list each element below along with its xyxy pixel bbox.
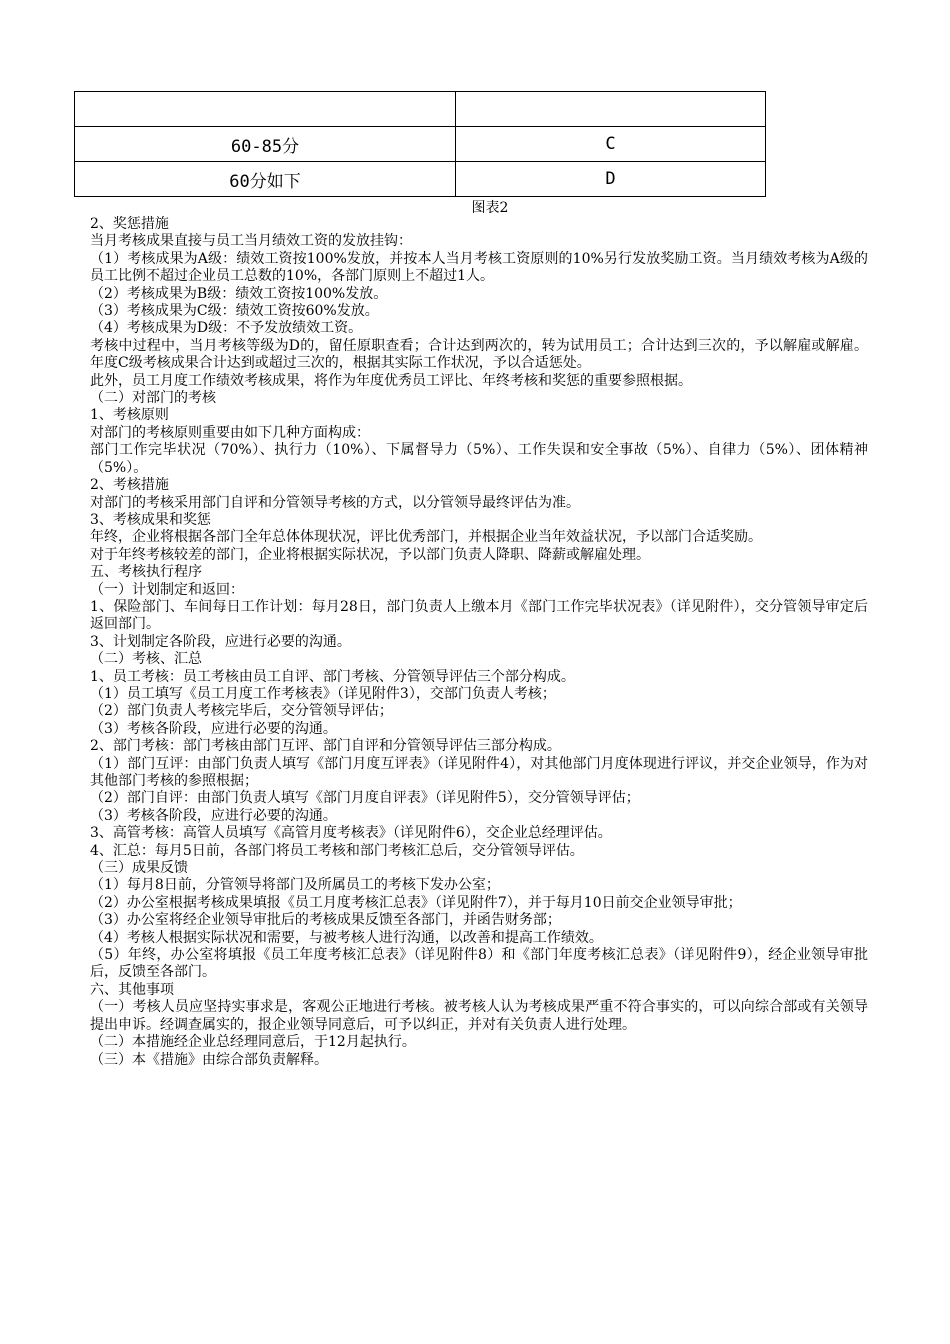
table-row: [75, 162, 766, 197]
paragraph: （4）考核人根据实际状况和需要，与被考核人进行沟通，以改善和提高工作绩效。: [90, 929, 603, 946]
grade-cell: C: [456, 127, 766, 162]
paragraph: 部门工作完毕状况（70%）、执行力（10%）、下属督导力（5%）、工作失误和安全事故（5%）、自律力（5%）、团体精神（5%）。: [90, 442, 868, 476]
paragraph: （1）考核成果为A级：绩效工资按100%发放，并按本人当月考核工资原则的10%另行发放奖励工资。当月绩效考核为A级的员工比例不超过企业员工总数的10%，各部门原则上不超过1人。: [90, 250, 868, 285]
paragraph: （3）办公室将经企业领导审批后的考核成果反馈至各部门，并函告财务部；: [90, 912, 561, 929]
paragraph: （三）成果反馈: [90, 860, 188, 877]
grade-cell: D: [456, 162, 766, 197]
paragraph: （2）部门负责人考核完毕后，交分管领导评估；: [90, 703, 393, 720]
paragraph: 对部门的考核原则重要由如下几种方面构成：: [90, 424, 370, 441]
paragraph: 3、计划制定各阶段，应进行必要的沟通。: [90, 633, 351, 650]
paragraph: 五、考核执行程序: [90, 564, 202, 581]
paragraph: （二）考核、汇总: [90, 651, 202, 668]
paragraph: （3）考核成果为C级：绩效工资按60%发放。: [90, 303, 379, 320]
paragraph: （3）考核各阶段，应进行必要的沟通。: [90, 807, 337, 824]
paragraph: （2）考核成果为B级：绩效工资按100%发放。: [90, 285, 388, 302]
paragraph: （3）考核各阶段，应进行必要的沟通。: [90, 720, 337, 737]
paragraph: （一）计划制定和返回：: [90, 581, 244, 598]
paragraph: （2）办公室根据考核成果填报《员工月度考核汇总表》（详见附件7），并于每月10日前交企业领导审批；: [90, 894, 742, 911]
document-body: [90, 216, 868, 1069]
paragraph: 2、考核措施: [90, 477, 169, 494]
paragraph: 当月考核成果直接与员工当月绩效工资的发放挂钩：: [90, 233, 412, 250]
paragraph: （1）每月8日前，分管领导将部门及所属员工的考核下发办公室；: [90, 877, 500, 894]
paragraph: 1、保险部门、车间每日工作计划：每月28日，部门负责人上缴本月《部门工作完毕状况表》（详见附件），交分管领导审定后返回部门。: [90, 598, 868, 633]
paragraph: （2）部门自评：由部门负责人填写《部门月度自评表》（详见附件5），交分管领导评估；: [90, 790, 640, 807]
paragraph: 对部门的考核采用部门自评和分管领导考核的方式，以分管领导最终评估为准。: [90, 494, 580, 511]
table-caption: 图表2: [471, 200, 509, 216]
paragraph: 3、考核成果和奖惩: [90, 511, 211, 528]
grade-table: [74, 91, 766, 197]
paragraph: 2、部门考核：部门考核由部门互评、部门自评和分管领导评估三部分构成。: [90, 738, 561, 755]
grade-cell: [456, 92, 766, 127]
paragraph: （1）员工填写《员工月度工作考核表》（详见附件3），交部门负责人考核；: [90, 685, 556, 702]
paragraph: 考核中过程中，当月考核等级为D的，留任原职查看；合计达到两次的，转为试用员工；合计达到三次的，予以解雇或解雇。年度C级考核成果合计达到或超过三次的，根据其实际工作状况，予以合适惩处。: [90, 337, 868, 372]
score-range-cell: [75, 92, 456, 127]
paragraph: 3、高管考核：高管人员填写《高管月度考核表》（详见附件6），交企业总经理评估。: [90, 825, 612, 842]
paragraph: 4、汇总：每月5日前，各部门将员工考核和部门考核汇总后，交分管领导评估。: [90, 842, 584, 859]
table-row: [75, 127, 766, 162]
paragraph: （二）本措施经企业总经理同意后，于12月起执行。: [90, 1034, 416, 1051]
paragraph: （三）本《措施》由综合部负责解释。: [90, 1051, 328, 1068]
paragraph: 1、员工考核：员工考核由员工自评、部门考核、分管领导评估三个部分构成。: [90, 668, 575, 685]
paragraph: （5）年终，办公室将填报《员工年度考核汇总表》（详见附件8）和《部门年度考核汇总表》（详见附件9），经企业领导审批后，反馈至各部门。: [90, 947, 868, 981]
paragraph: 2、奖惩措施: [90, 216, 169, 232]
paragraph: 年终，企业将根据各部门全年总体体现状况，评比优秀部门，并根据企业当年效益状况，予以部门合适奖励。: [90, 529, 762, 546]
table-row: [75, 92, 766, 127]
paragraph: （二）对部门的考核: [90, 390, 216, 407]
paragraph: 此外，员工月度工作绩效考核成果，将作为年度优秀员工评比、年终考核和奖惩的重要参照根据。: [90, 372, 692, 389]
score-range-cell: 60-85分: [75, 127, 456, 162]
paragraph: （1）部门互评：由部门负责人填写《部门月度互评表》（详见附件4），对其他部门月度体现进行评议，并交企业领导，作为对其他部门考核的参照根据；: [90, 755, 868, 789]
paragraph: 六、其他事项: [90, 981, 174, 998]
paragraph: 对于年终考核较差的部门，企业将根据实际状况，予以部门负责人降职、降薪或解雇处理。: [90, 546, 650, 563]
paragraph: 1、考核原则: [90, 407, 169, 424]
score-range-cell: 60分如下: [75, 162, 456, 197]
paragraph: （一）考核人员应坚持实事求是，客观公正地进行考核。被考核人认为考核成果严重不符合事实的，可以向综合部或有关领导提出申诉。经调查属实的，报企业领导同意后，可予以纠正，并对有关负责人进行处理。: [90, 999, 868, 1033]
paragraph: （4）考核成果为D级：不予发放绩效工资。: [90, 320, 363, 337]
